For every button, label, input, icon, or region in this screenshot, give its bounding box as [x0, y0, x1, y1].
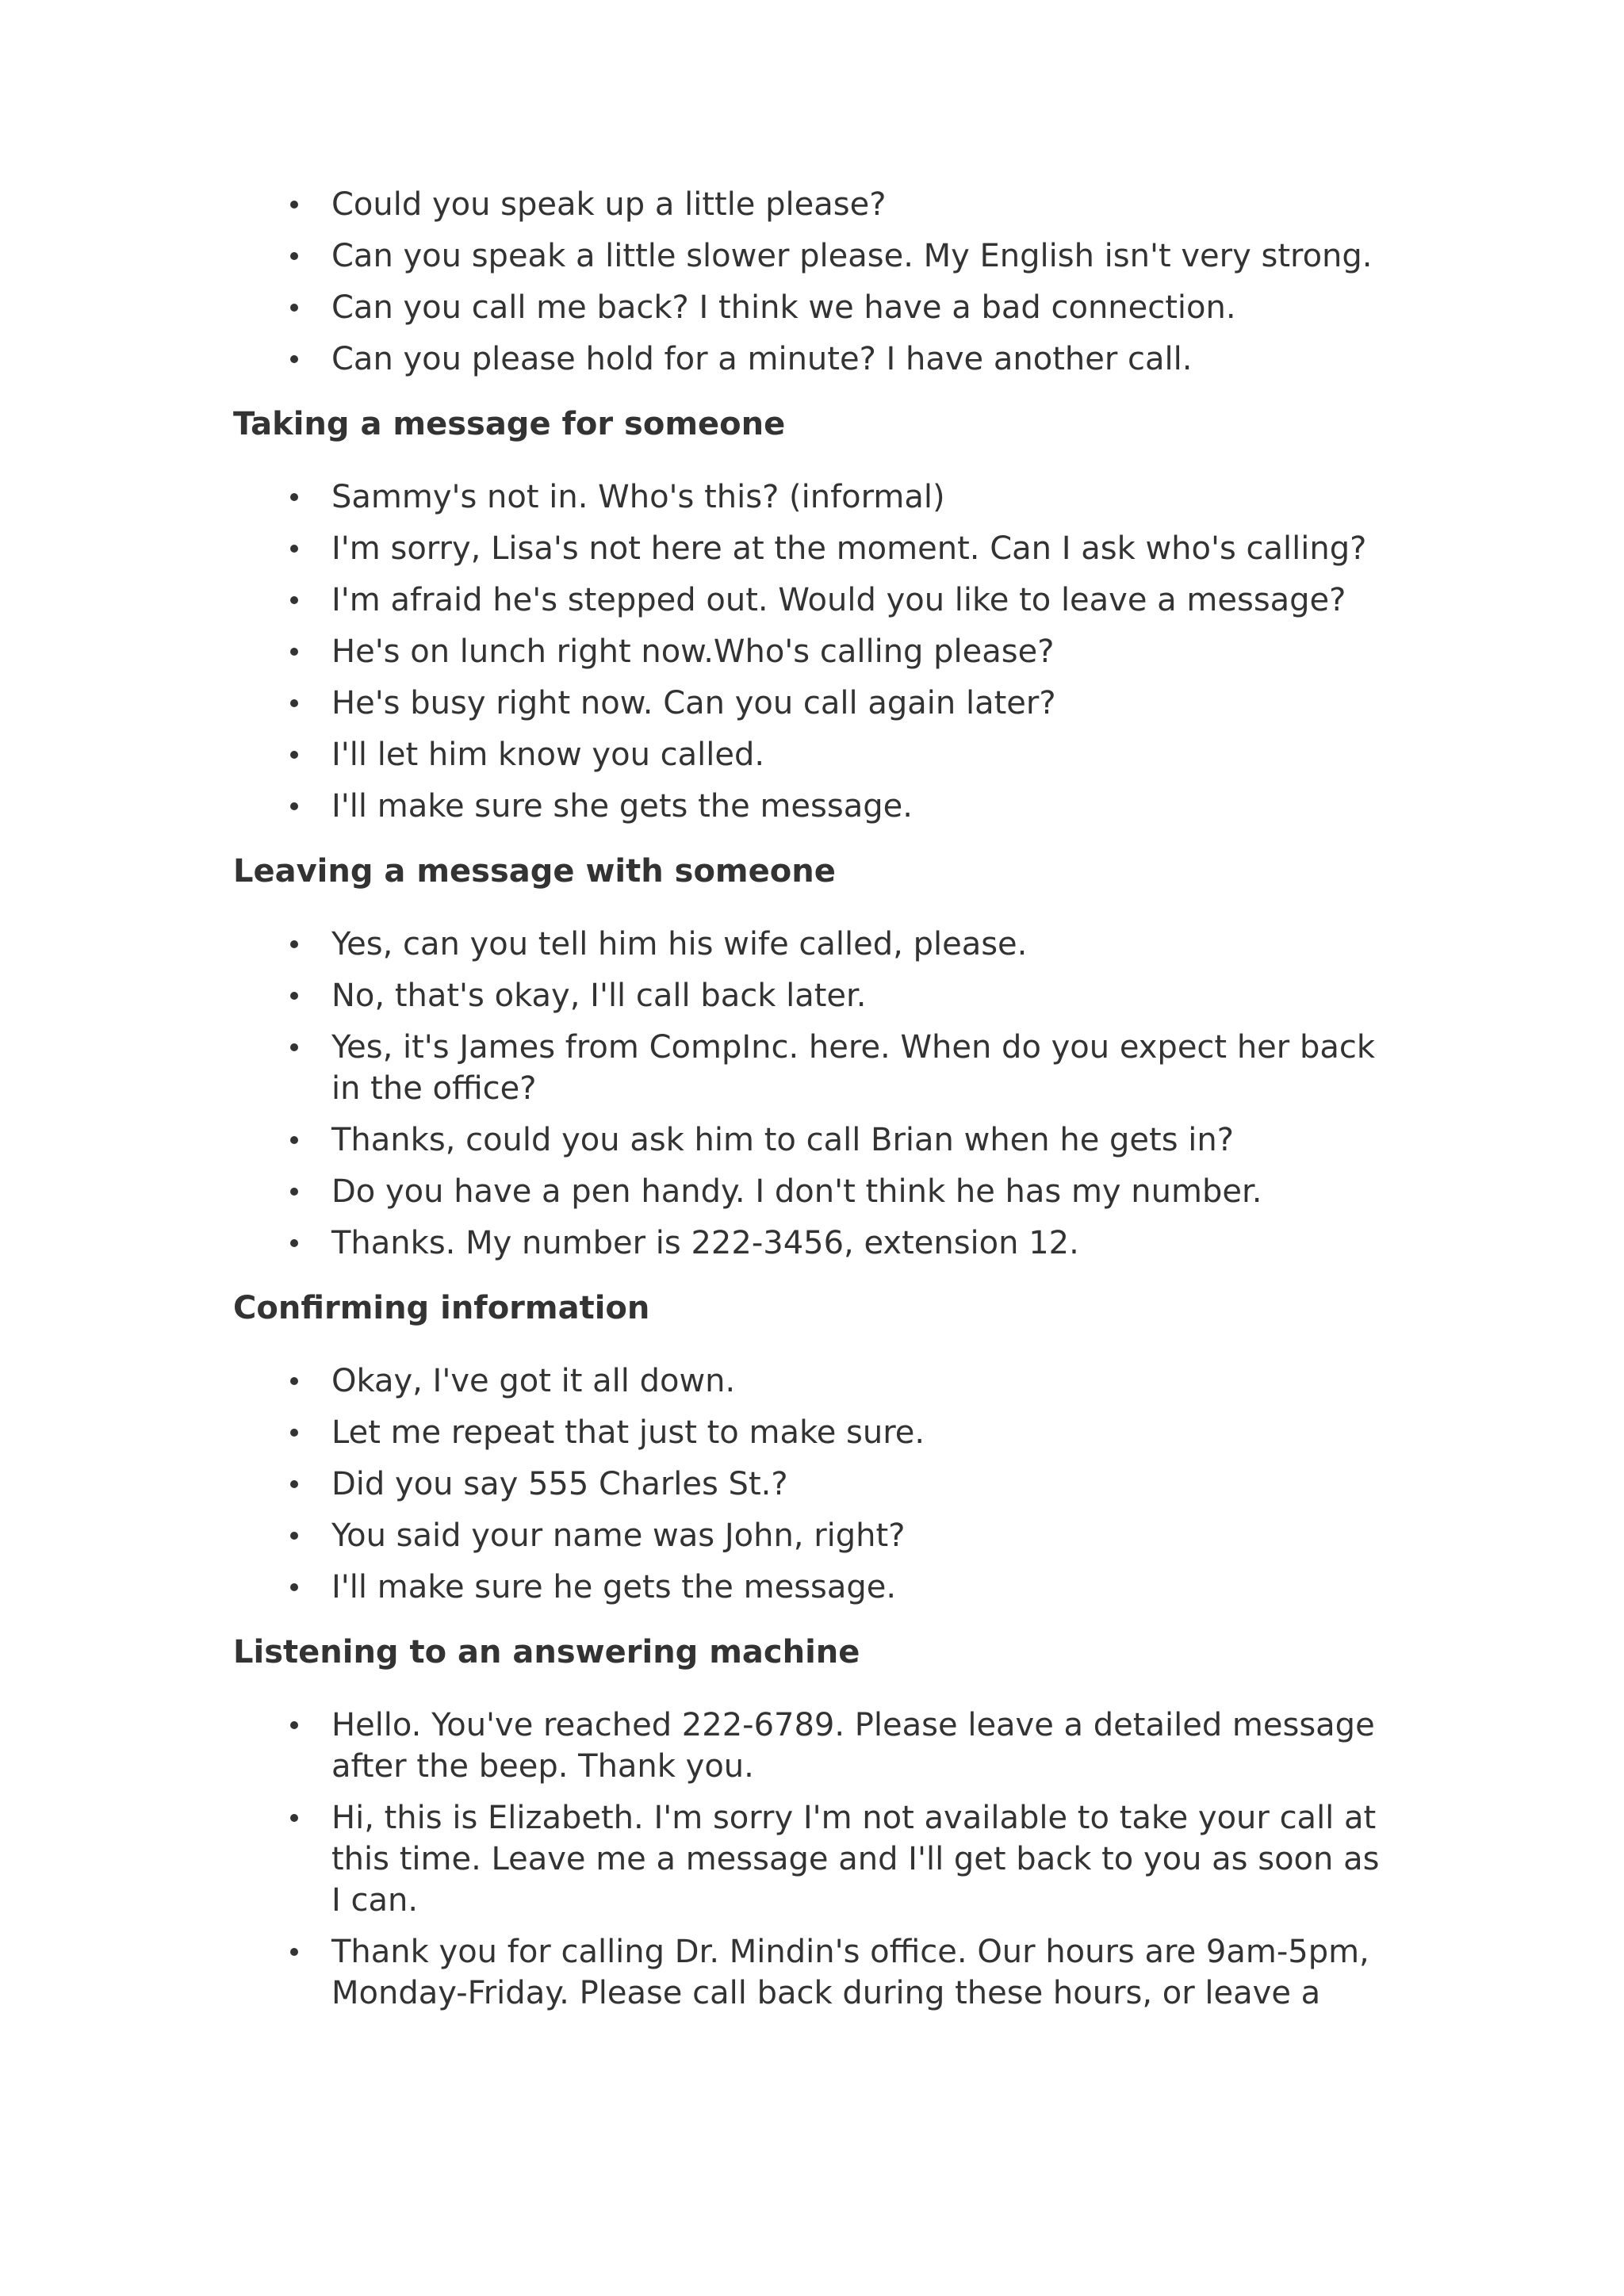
list-item [233, 1119, 1391, 1161]
item-text: Did you say 555 Charles St.? [331, 1466, 788, 1502]
bullet-icon [290, 992, 298, 1000]
section-heading: Leaving a message with someone [233, 853, 836, 890]
bullet-icon [290, 1136, 298, 1144]
item-text: I'm afraid he's stepped out. Would you like to leave a message? [331, 582, 1346, 618]
item-text: Okay, I've got it all down. [331, 1363, 736, 1399]
list-item [233, 1027, 1391, 1109]
section-taking-message [233, 404, 1423, 827]
list-item [233, 184, 1391, 225]
bullet-icon [290, 304, 298, 312]
item-text: I'll make sure she gets the message. [331, 788, 913, 825]
item-text: Could you speak up a little please? [331, 186, 887, 223]
bullet-icon [290, 596, 298, 604]
bullet-icon [290, 201, 298, 209]
list-item [233, 1360, 1391, 1402]
bullet-icon [290, 1721, 298, 1729]
item-text: Hello. You've reached 222-6789. Please leave a detailed message after the beep. Thank you. [331, 1707, 1375, 1785]
item-text: You said your name was John, right? [331, 1517, 906, 1554]
list-item [233, 476, 1391, 518]
item-text: Thanks. My number is 222-3456, extension 12. [331, 1225, 1079, 1261]
item-text: Hi, this is Elizabeth. I'm sorry I'm not available to take your call at this time. Leave me a message and I'll get back to you as soon as I can. [331, 1800, 1380, 1919]
bullet-icon [290, 699, 298, 707]
bullet-icon [290, 1948, 298, 1956]
bullet-icon [290, 545, 298, 553]
list-item [233, 1931, 1391, 2014]
item-text: Do you have a pen handy. I don't think he has my number. [331, 1173, 1262, 1210]
section-heading: Taking a message for someone [233, 406, 786, 442]
top-phrases-section [233, 184, 1423, 380]
section-heading: Listening to an answering machine [233, 1634, 860, 1670]
item-text: He's busy right now. Can you call again later? [331, 685, 1056, 721]
bullet-icon [290, 1814, 298, 1822]
list-item [233, 1515, 1391, 1556]
item-text: Let me repeat that just to make sure. [331, 1414, 925, 1451]
phrase-list [233, 924, 1423, 1264]
list-item [233, 1223, 1391, 1264]
bullet-icon [290, 1429, 298, 1437]
phrase-list [233, 1360, 1423, 1608]
bullet-icon [290, 648, 298, 656]
item-text: Yes, it's James from CompInc. here. When do you expect her back in the office? [331, 1029, 1375, 1107]
phrase-list [233, 184, 1423, 380]
item-text: Can you please hold for a minute? I have another call. [331, 341, 1193, 377]
bullet-icon [290, 1377, 298, 1385]
bullet-icon [290, 355, 298, 363]
list-item [233, 734, 1391, 775]
item-text: Can you speak a little slower please. My English isn't very strong. [331, 238, 1373, 274]
item-text: Thank you for calling Dr. Mindin's office. Our hours are 9am-5pm, Monday-Friday. Please call back during these hours, or leave a [331, 1934, 1369, 2011]
list-item [233, 683, 1391, 724]
list-item [233, 1705, 1391, 1787]
list-item [233, 631, 1391, 672]
bullet-icon [290, 493, 298, 501]
item-text: Yes, can you tell him his wife called, please. [331, 926, 1028, 962]
document-page [233, 184, 1423, 2024]
bullet-icon [290, 802, 298, 810]
list-item [233, 1567, 1391, 1608]
list-item [233, 528, 1391, 569]
list-item [233, 580, 1391, 621]
item-text: Sammy's not in. Who's this? (informal) [331, 479, 945, 515]
item-text: I'll let him know you called. [331, 737, 765, 773]
list-item [233, 1171, 1391, 1212]
section-heading: Confirming information [233, 1290, 650, 1326]
list-item [233, 786, 1391, 827]
section-answering-machine [233, 1632, 1423, 2014]
item-text: He's on lunch right now.Who's calling please? [331, 633, 1055, 670]
item-text: I'm sorry, Lisa's not here at the moment. Can I ask who's calling? [331, 530, 1367, 567]
bullet-icon [290, 1583, 298, 1591]
list-item [233, 1797, 1391, 1921]
item-text: Can you call me back? I think we have a bad connection. [331, 289, 1236, 326]
bullet-icon [290, 252, 298, 260]
bullet-icon [290, 1043, 298, 1051]
bullet-icon [290, 940, 298, 948]
list-item [233, 1464, 1391, 1505]
item-text: Thanks, could you ask him to call Brian when he gets in? [331, 1122, 1234, 1158]
list-item [233, 1412, 1391, 1453]
list-item [233, 287, 1391, 328]
item-text: No, that's okay, I'll call back later. [331, 978, 867, 1014]
list-item [233, 235, 1391, 277]
list-item [233, 975, 1391, 1016]
bullet-icon [290, 1188, 298, 1196]
bullet-icon [290, 1480, 298, 1488]
list-item [233, 924, 1391, 965]
section-leaving-message [233, 851, 1423, 1264]
phrase-list [233, 476, 1423, 827]
list-item [233, 339, 1391, 380]
bullet-icon [290, 1239, 298, 1247]
phrase-list [233, 1705, 1423, 2014]
item-text: I'll make sure he gets the message. [331, 1569, 897, 1605]
bullet-icon [290, 751, 298, 759]
section-confirming-information [233, 1288, 1423, 1608]
bullet-icon [290, 1532, 298, 1540]
